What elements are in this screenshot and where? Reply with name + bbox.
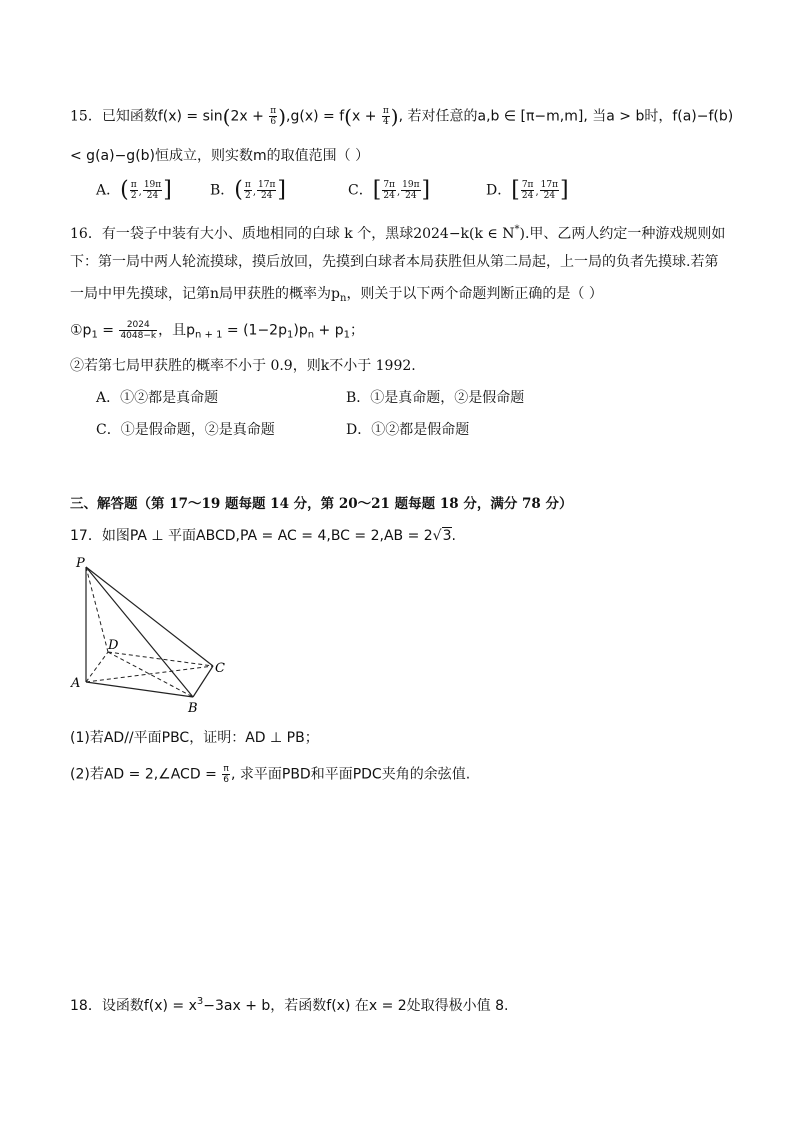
option-label: A． [96,182,121,199]
paren-close: ) [278,104,287,129]
edge-PB [86,567,193,697]
bracket-close: ] [163,177,172,203]
q16-text1-end: ).甲、乙两人约定一种游戏规则如 [519,226,726,242]
comma: , [535,186,539,198]
q15-option-d [486,177,569,203]
comma: , [396,186,401,198]
bracket-close: ] [421,177,431,203]
frac-left [130,180,138,201]
q17-part1: (1)若AD//平面PBC，证明：AD ⊥ PB； [70,730,319,746]
frac-num: 7π [521,180,534,190]
frac-den: 4048−k [120,331,157,341]
q16-option-d: D．①②都是假命题 [346,422,470,438]
sqrt-radicand: 3 [442,528,452,544]
s1-end: ； [349,322,364,339]
comma: , [252,186,256,198]
frac-num: π [130,180,137,190]
q17-text: 17．如图PA ⊥ 平面ABCD,PA = AC = 4,BC = 2,AB = 2 [70,528,433,544]
p2-end: , 求平面PBD和平面PDC夹角的余弦值. [230,766,471,783]
frac-den: 24 [543,191,556,201]
bracket-open: [ [511,177,520,203]
label-D: D [108,638,119,653]
paren-close-2: ) [390,104,399,129]
frac-den: 6 [270,117,277,127]
q15-option-c [348,177,431,203]
edge-AD [86,652,108,682]
bracket-close: ] [560,177,569,203]
subscript: 1 [91,329,98,341]
section-header: 三、解答题（第 17～19 题每题 14 分，第 20～21 题每题 18 分，满分 78 分） [70,496,573,512]
frac-right [143,180,162,201]
edge-AC [86,666,213,682]
sqrt-sign: √ [432,528,442,544]
label-C: C [215,661,225,676]
q16-line2: 下：第一局中两人轮流摸球，摸后放回，先摸到白球者本局获胜但从第二局起，上一局的负者先摸球.若第 [70,254,719,270]
frac-num: π [223,764,229,774]
frac-right [401,180,420,201]
paren-open-2: ( [344,104,352,129]
fraction-pi-4 [382,106,390,127]
subscript: 1 [343,329,350,341]
bracket-open: ( [234,177,243,203]
frac-den: 24 [146,191,159,201]
q15-gx: ,g(x) = f [286,108,345,125]
bracket-close: ] [277,177,286,203]
paren-open: ( [222,104,231,129]
edge-AB [86,682,193,697]
pyramid-figure [66,552,236,722]
s1-mid3: )p [293,322,308,339]
s1-mid: ，且p [158,322,196,339]
s1-eq: = [97,322,119,339]
label-A: A [71,676,81,691]
frac-right [257,180,276,201]
frac-left [244,180,252,201]
q15-arg2: x + [351,108,381,125]
frac-left [382,180,396,201]
frac-num: π [270,106,277,116]
frac-num: 19π [143,180,162,190]
option-label: C． [348,182,373,199]
s1-mid4: + p [314,322,344,339]
comma: , [138,186,142,198]
superscript: * [514,224,520,235]
q15-text-pre: 已知函数f(x) = sin [101,108,223,125]
q15-text-post: , 若对任意的a,b ∈ [π−m,m], 当a > b时，f(a)−f(b) [398,108,734,125]
option-label: B． [210,182,235,199]
subscript: 1 [286,329,294,341]
q17-part2 [70,764,470,785]
subscript: n [339,293,347,304]
edge-BC [193,666,213,697]
s1-mid2: = (1−2p [222,322,287,339]
q16-statement-1 [70,320,364,346]
frac-den: 24 [405,191,417,201]
frac-num: 7π [383,180,395,190]
frac-den: 4 [382,117,389,127]
q15-number: 15． [70,108,102,125]
subscript: n + 1 [195,329,223,341]
frac-num: π [382,106,389,116]
frac-den: 2 [130,191,137,201]
q16-option-c: C．①是假命题，②是真命题 [96,422,275,438]
edge-DB [108,652,193,697]
p2-pre: (2)若AD = 2,∠ACD = [70,766,222,783]
frac-right [540,180,559,201]
q15-arg1: 2x + [230,108,269,125]
q16-option-b: B．①是真命题，②是假命题 [346,390,525,406]
frac-den: 6 [223,775,229,785]
q18-text-post: −3ax + b，若函数f(x) 在x = 2处取得极小值 8. [203,998,509,1014]
frac-num: 19π [402,180,420,190]
frac-num: π [244,180,251,190]
q16-text1: 16．有一袋子中装有大小、质地相同的白球 k 个，黑球2024−k(k ∈ N [70,226,515,242]
fraction-2024 [119,320,157,341]
q15-option-b [210,177,286,203]
q15-option-a [96,177,172,203]
q15-line2: < g(a)−g(b)恒成立，则实数m的取值范围（ ） [70,148,370,164]
frac-num: 17π [258,180,276,190]
frac-num: 17π [540,180,559,190]
frac-den: 24 [521,191,534,201]
superscript: 3 [196,996,204,1007]
frac-left [521,180,535,201]
q16-text3-end: ，则关于以下两个命题判断正确的是（ ） [346,286,603,302]
q16-line3 [70,284,603,309]
label-B: B [188,701,198,716]
q16-option-a: A．①②都是真命题 [96,390,219,406]
frac-den: 24 [260,191,273,201]
q16-statement-2: ②若第七局甲获胜的概率不小于 0.9，则k不小于 1992. [70,358,416,374]
fraction-pi-6 [269,106,277,127]
fraction-pi-6 [222,764,230,785]
q18-line [70,992,509,1016]
option-label: D． [486,182,512,199]
q15-line1 [70,106,733,127]
s1-pre: ①p [70,322,92,339]
subscript: n [307,329,315,341]
frac-num: 2024 [119,320,157,331]
bracket-open: ( [120,177,129,203]
q18-text: 18．设函数f(x) = x [70,998,197,1014]
edge-PC [86,567,213,666]
q16-text3: 一局中甲先摸球，记第n局甲获胜的概率为p [70,286,340,302]
bracket-open: [ [372,177,382,203]
label-P: P [76,556,85,571]
q17-line [70,526,456,546]
q16-line1 [70,220,725,244]
frac-den: 24 [383,191,395,201]
frac-den: 2 [244,191,251,201]
q17-end: . [451,528,456,544]
